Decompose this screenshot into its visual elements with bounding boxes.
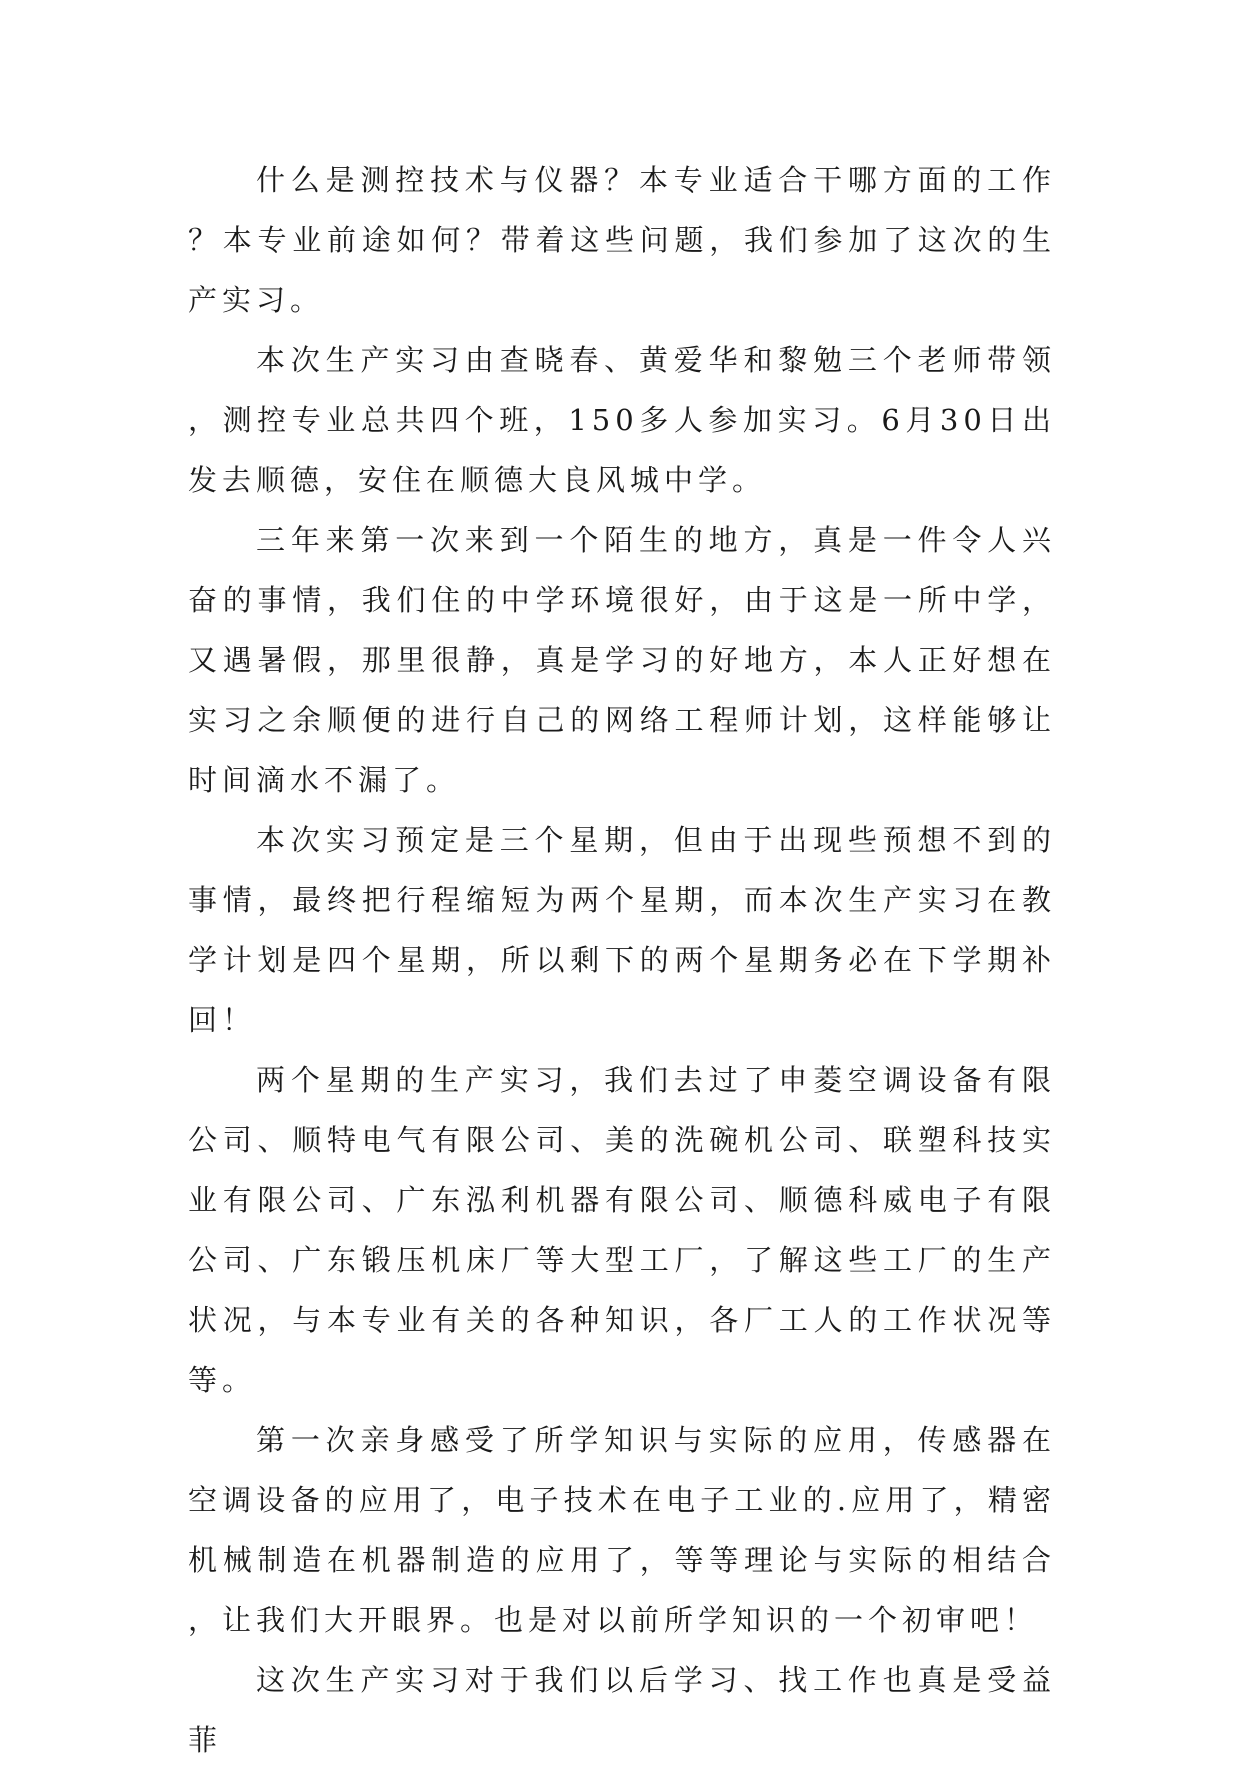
paragraph-1: 什么是测控技术与仪器？本专业适合干哪方面的工作？本专业前途如何？带着这些问题，我们参加了这次的生产实习。 (188, 163, 1056, 317)
document-body (188, 150, 1056, 1770)
paragraph-3: 三年来第一次来到一个陌生的地方，真是一件令人兴奋的事情，我们住的中学环境很好，由于这是一所中学，又遇暑假，那里很静，真是学习的好地方，本人正好想在实习之余顺便的进行自己的网络工程师计划，这样能够让时间滴水不漏了。 (188, 523, 1056, 797)
paragraph-6: 第一次亲身感受了所学知识与实际的应用，传感器在空调设备的应用了，电子技术在电子工业的.应用了，精密机械制造在机器制造的应用了，等等理论与实际的相结合，让我们大开眼界。也是对以前所学知识的一个初审吧！ (188, 1423, 1056, 1637)
paragraph-4: 本次实习预定是三个星期，但由于出现些预想不到的事情，最终把行程缩短为两个星期，而本次生产实习在教学计划是四个星期，所以剩下的两个星期务必在下学期补回！ (188, 823, 1056, 1037)
paragraph-2: 本次生产实习由查晓春、黄爱华和黎勉三个老师带领，测控专业总共四个班，150多人参加实习。6月30日出发去顺德，安住在顺德大良风城中学。 (188, 343, 1056, 497)
paragraph-7: 这次生产实习对于我们以后学习、找工作也真是受益菲 (188, 1663, 1056, 1757)
paragraph-5: 两个星期的生产实习，我们去过了申菱空调设备有限公司、顺特电气有限公司、美的洗碗机公司、联塑科技实业有限公司、广东泓利机器有限公司、顺德科威电子有限公司、广东锻压机床厂等大型工厂，了解这些工厂的生产状况，与本专业有关的各种知识，各厂工人的工作状况等等。 (188, 1063, 1056, 1397)
